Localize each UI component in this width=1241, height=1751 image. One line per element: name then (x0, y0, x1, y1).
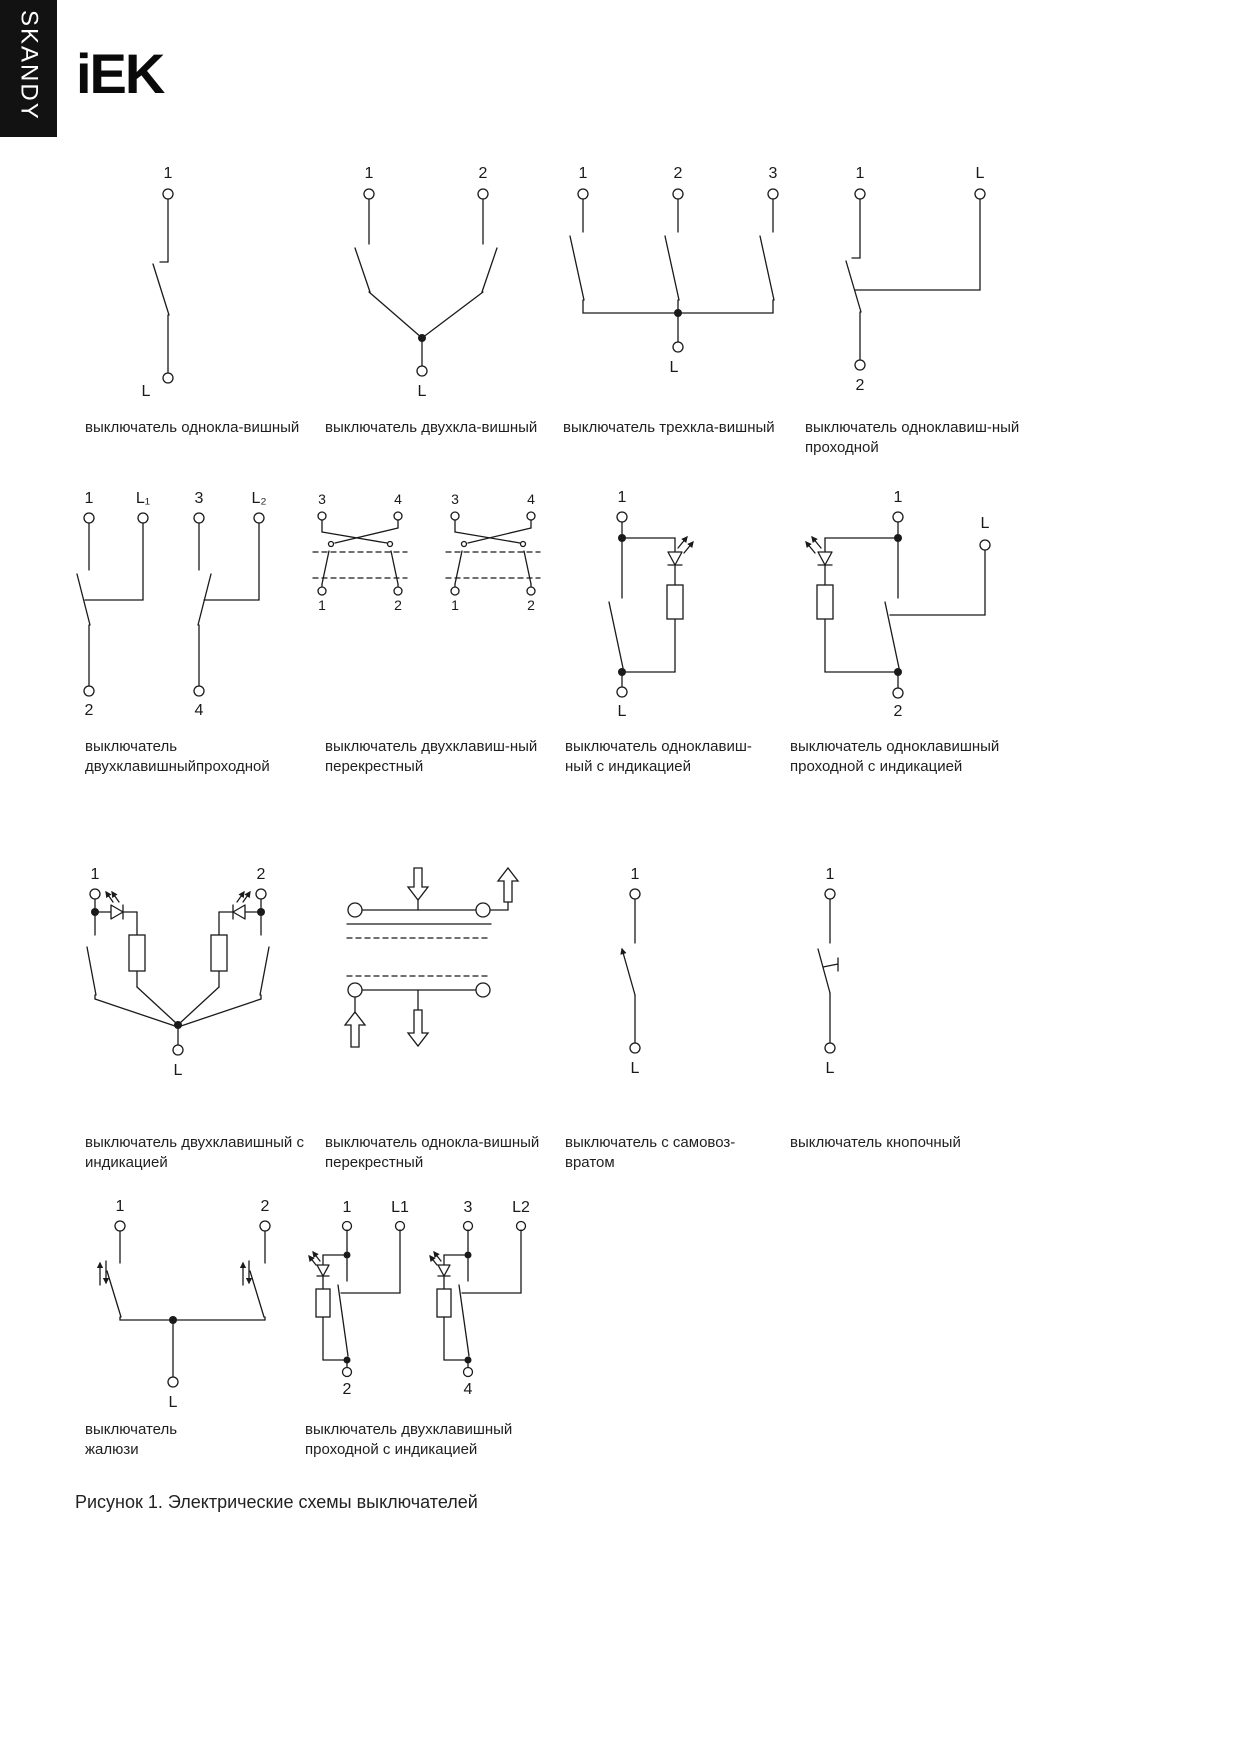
resistor-icon (437, 1289, 451, 1317)
junction-node (257, 908, 265, 916)
diagram-double-indicator (85, 865, 315, 1100)
terminal-dot (394, 587, 402, 595)
contact-dot (521, 542, 526, 547)
terminal-label: 3 (463, 1199, 473, 1216)
resistor-icon (129, 935, 145, 971)
terminal-label: 4 (527, 492, 535, 507)
push-button-schematic (790, 865, 970, 1090)
terminal-label: 2 (673, 165, 683, 182)
junction-node (91, 908, 99, 916)
diagram-double-two-way (75, 490, 285, 735)
junction-node (465, 1252, 472, 1259)
terminal-dot (893, 688, 903, 698)
terminal-dot (825, 889, 835, 899)
terminal-dot (194, 513, 204, 523)
wires (852, 199, 980, 360)
caption-triple-switch (563, 418, 793, 438)
terminal-label: 1 (855, 165, 865, 182)
series-name: SKANDY (15, 10, 43, 121)
terminal-label: 4 (394, 492, 402, 507)
terminal-dot (630, 889, 640, 899)
terminal-label: 1 (84, 490, 94, 507)
switch-blade (622, 949, 635, 995)
terminal-dot (84, 686, 94, 696)
terminal-label: L (980, 515, 990, 532)
led-icon (668, 537, 693, 565)
terminal-label: 2 (256, 866, 266, 883)
switch-blade (609, 602, 623, 668)
contact-dot (476, 983, 490, 997)
terminal-label: 2 (342, 1381, 352, 1398)
junction-node (418, 334, 426, 342)
led-icon (233, 892, 250, 919)
switch-blade (524, 551, 531, 584)
caption-line: выключатель (85, 1421, 178, 1438)
terminal-dot (464, 1368, 473, 1377)
junction-node (174, 1021, 182, 1029)
terminal-label: 2 (527, 597, 535, 613)
updown-arrows-icon (100, 1261, 106, 1285)
diagram-blinds (85, 1197, 315, 1417)
terminal-dot (893, 512, 903, 522)
direction-arrow-up-icon (498, 868, 518, 902)
resistor-icon (316, 1289, 330, 1317)
switch-blade (459, 1285, 469, 1356)
junction-node (894, 534, 902, 542)
terminal-label: L (141, 383, 151, 400)
blinds-schematic (85, 1197, 315, 1417)
series-sidebar (0, 0, 57, 137)
terminal-dot (256, 889, 266, 899)
diagram-single-two-way (805, 160, 1025, 420)
junction-node (618, 534, 626, 542)
terminal-dot (451, 512, 459, 520)
terminal-dot (578, 189, 588, 199)
wires (444, 1230, 521, 1368)
terminal-dot (168, 1377, 178, 1387)
junction-node (344, 1252, 351, 1259)
double-two-way-indicator-schematic (305, 1197, 565, 1407)
switch-blade (355, 248, 370, 292)
terminal-label: 1 (318, 597, 326, 613)
triple-switch-schematic (565, 160, 795, 390)
wires (160, 199, 168, 373)
caption-line: выключатель однокла-вишный (325, 1134, 540, 1151)
terminal-label: 2 (260, 1198, 270, 1215)
diagram-double-crossover (310, 492, 560, 622)
caption-line: выключатель однокла-вишный (85, 419, 300, 436)
caption-line: выключатель двухклавишный (305, 1421, 513, 1438)
contact-dot (348, 983, 362, 997)
terminal-dot (84, 513, 94, 523)
terminal-label: 1 (825, 866, 835, 883)
switch-blade (665, 236, 679, 300)
switch-blade (391, 551, 398, 584)
terminal-dot (768, 189, 778, 199)
caption-line: двухклавишныйпроходной (85, 757, 270, 775)
terminal-dot (138, 513, 148, 523)
terminal-label: 3 (318, 492, 326, 507)
figure-caption: Рисунок 1. Электрические схемы выключателей (75, 1492, 478, 1512)
terminal-dot (527, 512, 535, 520)
terminal-label: 1 (893, 490, 903, 506)
wires (85, 523, 259, 686)
terminal-dot (451, 587, 459, 595)
terminal-dot (825, 1043, 835, 1053)
terminal-label: L1 (391, 1199, 409, 1216)
switch-blade (482, 248, 497, 292)
switch-blade (260, 947, 269, 995)
contact-dot (462, 542, 467, 547)
terminal-dot (396, 1222, 405, 1231)
terminal-dot (517, 1222, 526, 1231)
terminal-label: 1 (90, 866, 100, 883)
terminal-dot (394, 512, 402, 520)
terminal-dot (617, 687, 627, 697)
diagram-single-switch (85, 160, 305, 410)
junction-node (465, 1357, 472, 1364)
caption-double-indicator (85, 1133, 325, 1172)
diagram-single-indicator (565, 490, 755, 735)
single-switch-schematic (85, 160, 305, 410)
contact-dot (388, 542, 393, 547)
terminal-dot (464, 1222, 473, 1231)
caption-line: вратом (565, 1153, 615, 1171)
wires (322, 520, 398, 587)
caption-line: перекрестный (325, 1153, 424, 1171)
terminal-label: L (825, 1060, 835, 1077)
terminal-dot (364, 189, 374, 199)
wires (120, 1231, 265, 1377)
diagram-push-button (790, 865, 970, 1090)
terminal-dot (975, 189, 985, 199)
terminal-dot (115, 1221, 125, 1231)
single-crossover-schematic (325, 862, 545, 1092)
switch-blade (846, 261, 861, 312)
diagram-momentary (565, 865, 755, 1090)
caption-line: выключатель двухклавиш-ный (325, 738, 538, 755)
wires (455, 520, 531, 587)
double-indicator-schematic (85, 865, 315, 1100)
terminal-label: L₁ (135, 490, 151, 507)
direction-arrow-up-icon (345, 1012, 365, 1047)
terminal-label: 1 (578, 165, 588, 182)
wires (369, 199, 483, 366)
direction-arrow-down-icon (408, 868, 428, 900)
terminal-label: 1 (163, 165, 173, 182)
diagram-single-two-way-indicator (790, 490, 1010, 735)
double-two-way-schematic (75, 490, 285, 735)
terminal-label: L (168, 1394, 178, 1411)
diagram-double-two-way-indicator (305, 1197, 565, 1407)
terminal-dot (617, 512, 627, 522)
terminal-dot (318, 587, 326, 595)
caption-single-indicator (565, 737, 790, 776)
caption-line: проходной с индикацией (305, 1440, 478, 1458)
caption-line: индикацией (85, 1153, 168, 1171)
terminal-label: 2 (855, 377, 865, 394)
terminal-label: 2 (84, 702, 94, 719)
terminal-label: L (630, 1060, 640, 1077)
caption-line: выключатель двухкла-вишный (325, 419, 538, 436)
terminal-label: 1 (115, 1198, 125, 1215)
led-icon (806, 537, 832, 565)
switch-blade (885, 602, 899, 668)
switch-blade (153, 264, 169, 315)
terminal-label: 1 (451, 597, 459, 613)
contact-dot (329, 542, 334, 547)
caption-line: проходной с индикацией (790, 757, 963, 775)
caption-line: выключатель (85, 738, 178, 755)
diagram-triple-switch (565, 160, 795, 390)
caption-line: проходной (805, 438, 879, 456)
wires (323, 1230, 400, 1368)
led-icon (106, 892, 123, 919)
terminal-dot (478, 189, 488, 199)
caption-line: выключатель кнопочный (790, 1134, 961, 1151)
switch-blade (322, 551, 329, 584)
caption-single-switch (85, 418, 315, 438)
terminal-dot (163, 189, 173, 199)
caption-line: выключатель одноклавиш- (565, 738, 752, 755)
terminal-label: 4 (194, 702, 204, 719)
caption-line: выключатель с самовоз- (565, 1134, 736, 1151)
junction-node (894, 668, 902, 676)
caption-single-crossover (325, 1133, 545, 1172)
switch-blade (455, 551, 462, 584)
switch-blade (760, 236, 774, 300)
terminal-label: 1 (630, 866, 640, 883)
terminal-dot (343, 1368, 352, 1377)
terminal-label: 1 (364, 165, 374, 182)
single-two-way-schematic (805, 160, 1025, 420)
terminal-dot (417, 366, 427, 376)
terminal-label: 1 (342, 1199, 352, 1216)
caption-blinds (85, 1420, 235, 1459)
diagram-single-crossover (325, 862, 545, 1092)
caption-double-switch (325, 418, 555, 438)
terminal-label: L (617, 703, 627, 720)
caption-line: перекрестный (325, 757, 424, 775)
direction-arrow-down-icon (408, 1010, 428, 1046)
switch-blade (338, 1285, 348, 1356)
iek-logo: iEK (76, 42, 164, 105)
contact-dot (348, 903, 362, 917)
terminal-dot (194, 686, 204, 696)
updown-arrows-icon (243, 1261, 249, 1285)
double-switch-schematic (325, 160, 545, 420)
caption-line: выключатель одноклавишный (790, 738, 1000, 755)
terminal-label: L (417, 383, 427, 400)
terminal-label: L (173, 1062, 183, 1079)
caption-double-two-way-indicator (305, 1420, 545, 1459)
terminal-label: 3 (451, 492, 459, 507)
junction-node (169, 1316, 177, 1324)
resistor-icon (667, 585, 683, 619)
switch-blade (570, 236, 584, 300)
terminal-label: L2 (512, 1199, 530, 1216)
caption-double-crossover (325, 737, 565, 776)
terminal-dot (855, 189, 865, 199)
terminal-dot (980, 540, 990, 550)
contact-dot (476, 903, 490, 917)
terminal-label: 4 (463, 1381, 473, 1398)
resistor-icon (817, 585, 833, 619)
terminal-dot (855, 360, 865, 370)
double-crossover-schematic (310, 492, 560, 622)
terminal-dot (318, 512, 326, 520)
switch-blade (107, 1271, 121, 1317)
terminal-dot (260, 1221, 270, 1231)
wires (583, 199, 773, 342)
terminal-dot (527, 587, 535, 595)
switch-blade (87, 947, 96, 995)
caption-single-two-way-indicator (790, 737, 1030, 776)
terminal-label: L (975, 165, 985, 182)
terminal-label: 3 (194, 490, 204, 507)
terminal-dot (173, 1045, 183, 1055)
terminal-dot (630, 1043, 640, 1053)
momentary-schematic (565, 865, 755, 1090)
single-two-way-indicator-schematic (790, 490, 1010, 735)
single-indicator-schematic (565, 490, 755, 735)
resistor-icon (211, 935, 227, 971)
terminal-label: 2 (478, 165, 488, 182)
terminal-label: L₂ (251, 490, 267, 507)
button-actuator-icon (823, 958, 838, 971)
caption-single-two-way (805, 418, 1035, 457)
caption-line: выключатель двухклавишный с (85, 1134, 304, 1151)
switch-blade (250, 1271, 264, 1317)
terminal-label: 3 (768, 165, 778, 182)
diagram-double-switch (325, 160, 545, 420)
terminal-label: L (669, 359, 679, 376)
terminal-dot (673, 342, 683, 352)
terminal-dot (90, 889, 100, 899)
caption-line: выключатель трехкла-вишный (563, 419, 775, 436)
terminal-dot (343, 1222, 352, 1231)
terminal-dot (163, 373, 173, 383)
caption-momentary (565, 1133, 770, 1172)
junction-node (674, 309, 682, 317)
caption-line: жалюзи (85, 1440, 139, 1458)
terminal-label: 1 (617, 490, 627, 506)
terminal-label: 2 (394, 597, 402, 613)
junction-node (344, 1357, 351, 1364)
switch-blade (818, 949, 830, 993)
terminal-label: 2 (893, 703, 903, 720)
terminal-dot (673, 189, 683, 199)
terminal-dot (254, 513, 264, 523)
junction-node (618, 668, 626, 676)
caption-double-two-way (85, 737, 320, 776)
caption-line: ный с индикацией (565, 757, 691, 775)
caption-push-button (790, 1133, 1010, 1153)
caption-line: выключатель одноклавиш-ный (805, 419, 1020, 436)
wires (825, 522, 985, 688)
